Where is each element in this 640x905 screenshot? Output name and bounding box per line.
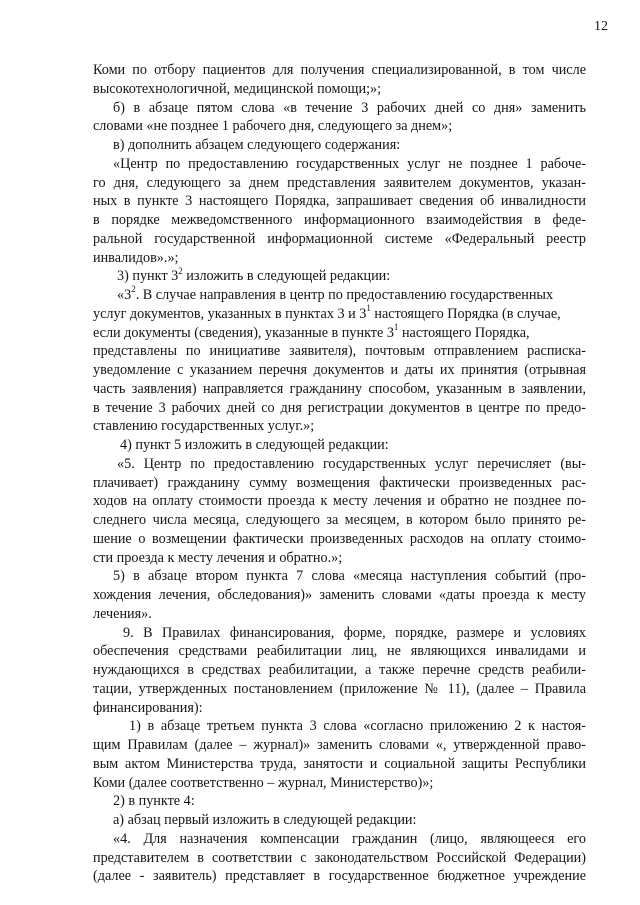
superscript: 1 xyxy=(393,321,399,332)
text-fragment: настоящего Порядка, xyxy=(398,324,530,341)
text-line: хождения лечения, обследования)» заменить словами «даты проезда к месту xyxy=(93,587,586,603)
text-line xyxy=(93,267,586,286)
text-line: в) дополнить абзацем следующего содержания: xyxy=(113,137,401,153)
text-line: словами «не позднее 1 рабочего дня, следующего за днем»; xyxy=(93,118,453,135)
text-line: Коми (далее соответственно – журнал, Министерство)»; xyxy=(93,774,434,791)
text-line: часть заявления) направляется гражданину способом, указанным в заявлении, xyxy=(93,380,586,397)
text-fragment: «3 xyxy=(117,287,132,303)
text-line: лечения». xyxy=(93,605,152,622)
text-fragment: . В случае направления в центр по предоставлению государственных xyxy=(135,287,554,303)
text-line xyxy=(93,286,586,305)
text-line: представителем в соответствии с законодательством Российской Федерации) xyxy=(93,849,586,866)
text-line: 5) в абзаце втором пункта 7 слова «месяца наступления событий (про- xyxy=(113,568,586,585)
text-line: б) в абзаце пятом слова «в течение 3 рабочих дней со дня» заменить xyxy=(113,99,586,116)
text-line xyxy=(93,305,586,324)
superscript: 2 xyxy=(178,265,183,276)
text-line: сти проезда к месту лечения и обратно.»; xyxy=(93,549,343,566)
superscript: 2 xyxy=(131,284,136,295)
document-body xyxy=(93,61,586,886)
text-line: 1) в абзаце третьем пункта 3 слова «согласно приложению 2 к настоя- xyxy=(129,718,586,735)
text-line: ных в пункте 3 настоящего Порядка, запрашивает сведения об инвалидности xyxy=(93,193,586,210)
text-line: «Центр по предоставлению государственных услуг не позднее 1 рабоче- xyxy=(113,155,586,172)
text-line xyxy=(93,321,586,343)
text-line: ставлению государственных услуг.»; xyxy=(93,418,315,435)
text-line: (далее - заявитель) представляет в государственное бюджетное учреждение xyxy=(93,868,586,885)
page-number: 12 xyxy=(594,19,608,34)
text-line: представлены по инициативе заявителя), почтовым отправлением расписка- xyxy=(93,343,586,360)
text-line: 2) в пункте 4: xyxy=(113,793,195,810)
text-line: плачивает) гражданину сумму возмещения фактически произведенных рас- xyxy=(93,474,586,491)
text-fragment: услуг документов, указанных в пунктах 3 и 3 xyxy=(93,305,367,322)
text-line: высокотехнологичной, медицинской помощи;»; xyxy=(93,80,382,97)
text-fragment: настоящего Порядка (в случае, xyxy=(370,305,561,322)
text-line: финансирования): xyxy=(93,699,203,716)
text-line: тации, утвержденных постановлением (приложение № 11), (далее – Правила xyxy=(93,680,586,697)
text-line: шение о возмещении фактически произведенных расходов на оплату стоимо- xyxy=(93,530,586,547)
text-line: «4. Для назначения компенсации гражданин (лицо, являющееся его xyxy=(113,830,586,847)
text-line: вым актом Министерства труда, занятости и социальной защиты Республики xyxy=(93,755,586,772)
text-line: щим Правилам (далее – журнал)» заменить словами «, утвержденной право- xyxy=(93,737,586,753)
text-line: 4) пункт 5 изложить в следующей редакции: xyxy=(120,437,389,453)
text-line: «5. Центр по предоставлению государственных услуг перечисляет (вы- xyxy=(117,455,586,472)
text-line: обеспечения средствами реабилитации лиц, не являющихся инвалидами и xyxy=(93,643,586,660)
text-line: инвалидов».»; xyxy=(93,249,179,266)
text-line: а) абзац первый изложить в следующей редакции: xyxy=(113,812,417,828)
text-line: ходов на оплату стоимости проезда к месту лечения и обратно не позднее по- xyxy=(93,493,586,510)
text-line: следнего числа месяца, следующего за месяцем, в котором было принято ре- xyxy=(93,512,586,528)
text-fragment: изложить в следующей редакции: xyxy=(182,268,391,285)
text-line: ральной государственной информационной системе «Федеральный реестр xyxy=(93,230,586,247)
text-line: го дня, следующего за днем представления заявителем документов, указан- xyxy=(93,174,586,191)
text-line: нуждающихся в средствах реабилитации, а также перечне средств реабили- xyxy=(93,662,586,678)
text-line: Коми по отбору пациентов для получения специализированной, в том числе xyxy=(93,62,586,78)
text-line: в течение 3 рабочих дней со дня регистрации документов в центре по предо- xyxy=(93,399,586,416)
text-fragment: 3) пункт 3 xyxy=(117,268,179,285)
text-fragment: если документы (сведения), указанные в пункте 3 xyxy=(93,324,394,341)
superscript: 1 xyxy=(366,303,371,314)
text-line: 9. В Правилах финансирования, форме, порядке, размере и условиях xyxy=(123,624,586,641)
text-line: в порядке межведомственного информационного взаимодействия в феде- xyxy=(93,212,586,228)
text-line: уведомление с указанием перечня документов и даты их принятия (отрывная xyxy=(93,362,586,378)
